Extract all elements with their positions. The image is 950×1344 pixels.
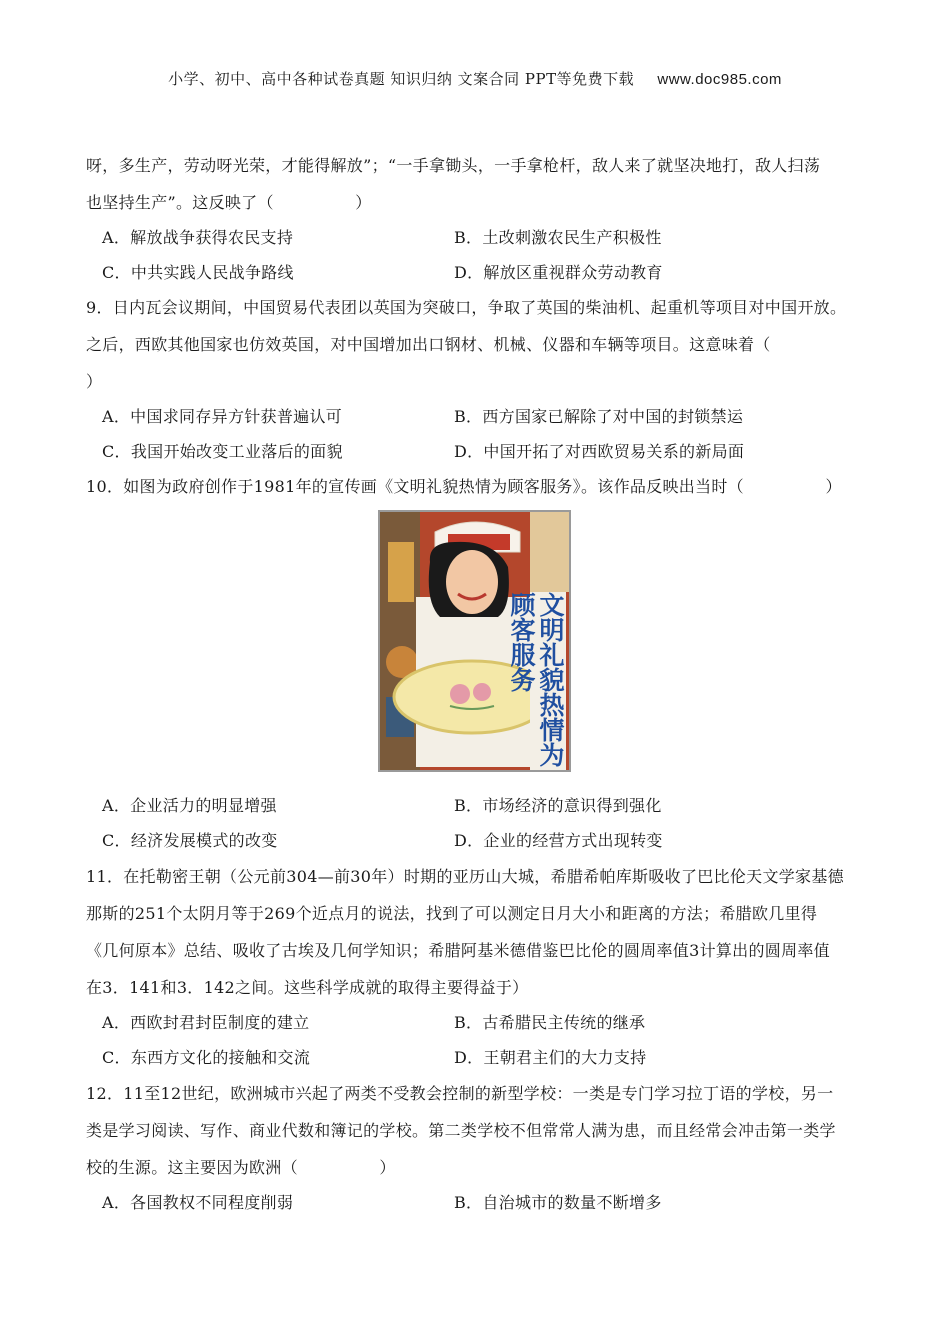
q9-option-d: D．中国开拓了对西欧贸易关系的新局面 xyxy=(454,442,745,461)
q8-line-1: 呀，多生产，劳动呀光荣，才能得解放”；“一手拿锄头，一手拿枪杆，敌人来了就坚决地打，敌人扫荡 xyxy=(86,156,821,175)
q9-line-3: ） xyxy=(86,372,103,391)
q9-line-1: 9．日内瓦会议期间，中国贸易代表团以英国为突破口，争取了英国的柴油机、起重机等项目对中国开放。 xyxy=(86,298,847,317)
q11-option-d: D．王朝君主们的大力支持 xyxy=(454,1048,647,1067)
page-header xyxy=(0,68,950,89)
q12-option-b: B．自治城市的数量不断增多 xyxy=(454,1193,662,1212)
q10-option-b: B．市场经济的意识得到强化 xyxy=(454,796,662,815)
q12-option-a: A．各国教权不同程度削弱 xyxy=(102,1193,294,1212)
poster-vertical-text: 文明礼貌热情为顾客服务 xyxy=(507,592,565,767)
q10-option-c: C．经济发展模式的改变 xyxy=(102,831,278,850)
q9-option-a: A．中国求同存异方针获普遍认可 xyxy=(102,407,343,426)
q11-option-c: C．东西方文化的接触和交流 xyxy=(102,1048,311,1067)
q10-option-a: A．企业活力的明显增强 xyxy=(102,796,277,815)
q8-option-d: D．解放区重视群众劳动教育 xyxy=(454,263,663,282)
q9-option-c: C．我国开始改变工业落后的面貌 xyxy=(102,442,343,461)
q8-option-c: C．中共实践人民战争路线 xyxy=(102,263,294,282)
q11-line-4: 在3．141和3．142之间。这些科学成就的取得主要得益于） xyxy=(86,978,529,997)
q12-line-2: 类是学习阅读、写作、商业代数和簿记的学校。第二类学校不但常常人满为患，而且经常会冲击第一类学 xyxy=(86,1121,836,1140)
propaganda-poster-image xyxy=(378,510,571,772)
q11-option-b: B．古希腊民主传统的继承 xyxy=(454,1013,646,1032)
header-text: 小学、初中、高中各种试卷真题 知识归纳 文案合同 PPT等免费下载 xyxy=(168,70,635,88)
q11-line-3: 《几何原本》总结、吸收了古埃及几何学知识；希腊阿基米德借鉴巴比伦的圆周率值3计算出的圆周率值 xyxy=(86,941,830,960)
q10-line-1: 10．如图为政府创作于1981年的宣传画《文明礼貌热情为顾客服务》。该作品反映出当时（ ） xyxy=(86,477,842,496)
q8-line-2: 也坚持生产”。这反映了（ ） xyxy=(86,193,372,212)
q11-option-a: A．西欧封君封臣制度的建立 xyxy=(102,1013,310,1032)
q10-option-d: D．企业的经营方式出现转变 xyxy=(454,831,663,850)
q8-option-a: A．解放战争获得农民支持 xyxy=(102,228,294,247)
q11-line-2: 那斯的251个太阴月等于269个近点月的说法，找到了可以测定日月大小和距离的方法；希腊欧几里得 xyxy=(86,904,818,923)
q12-line-3: 校的生源。这主要因为欧洲（ ） xyxy=(86,1158,396,1177)
q12-line-1: 12．11至12世纪，欧洲城市兴起了两类不受教会控制的新型学校：一类是专门学习拉丁语的学校，另一 xyxy=(86,1084,834,1103)
q11-line-1: 11．在托勒密王朝（公元前304—前30年）时期的亚历山大城，希腊希帕库斯吸收了巴比伦天文学家基德 xyxy=(86,867,844,886)
q9-line-2: 之后，西欧其他国家也仿效英国，对中国增加出口钢材、机械、仪器和车辆等项目。这意味着（ xyxy=(86,335,771,354)
q8-option-b: B．土改刺激农民生产积极性 xyxy=(454,228,662,247)
header-site[interactable]: www.doc985.com xyxy=(657,71,782,88)
q9-option-b: B．西方国家已解除了对中国的封锁禁运 xyxy=(454,407,744,426)
